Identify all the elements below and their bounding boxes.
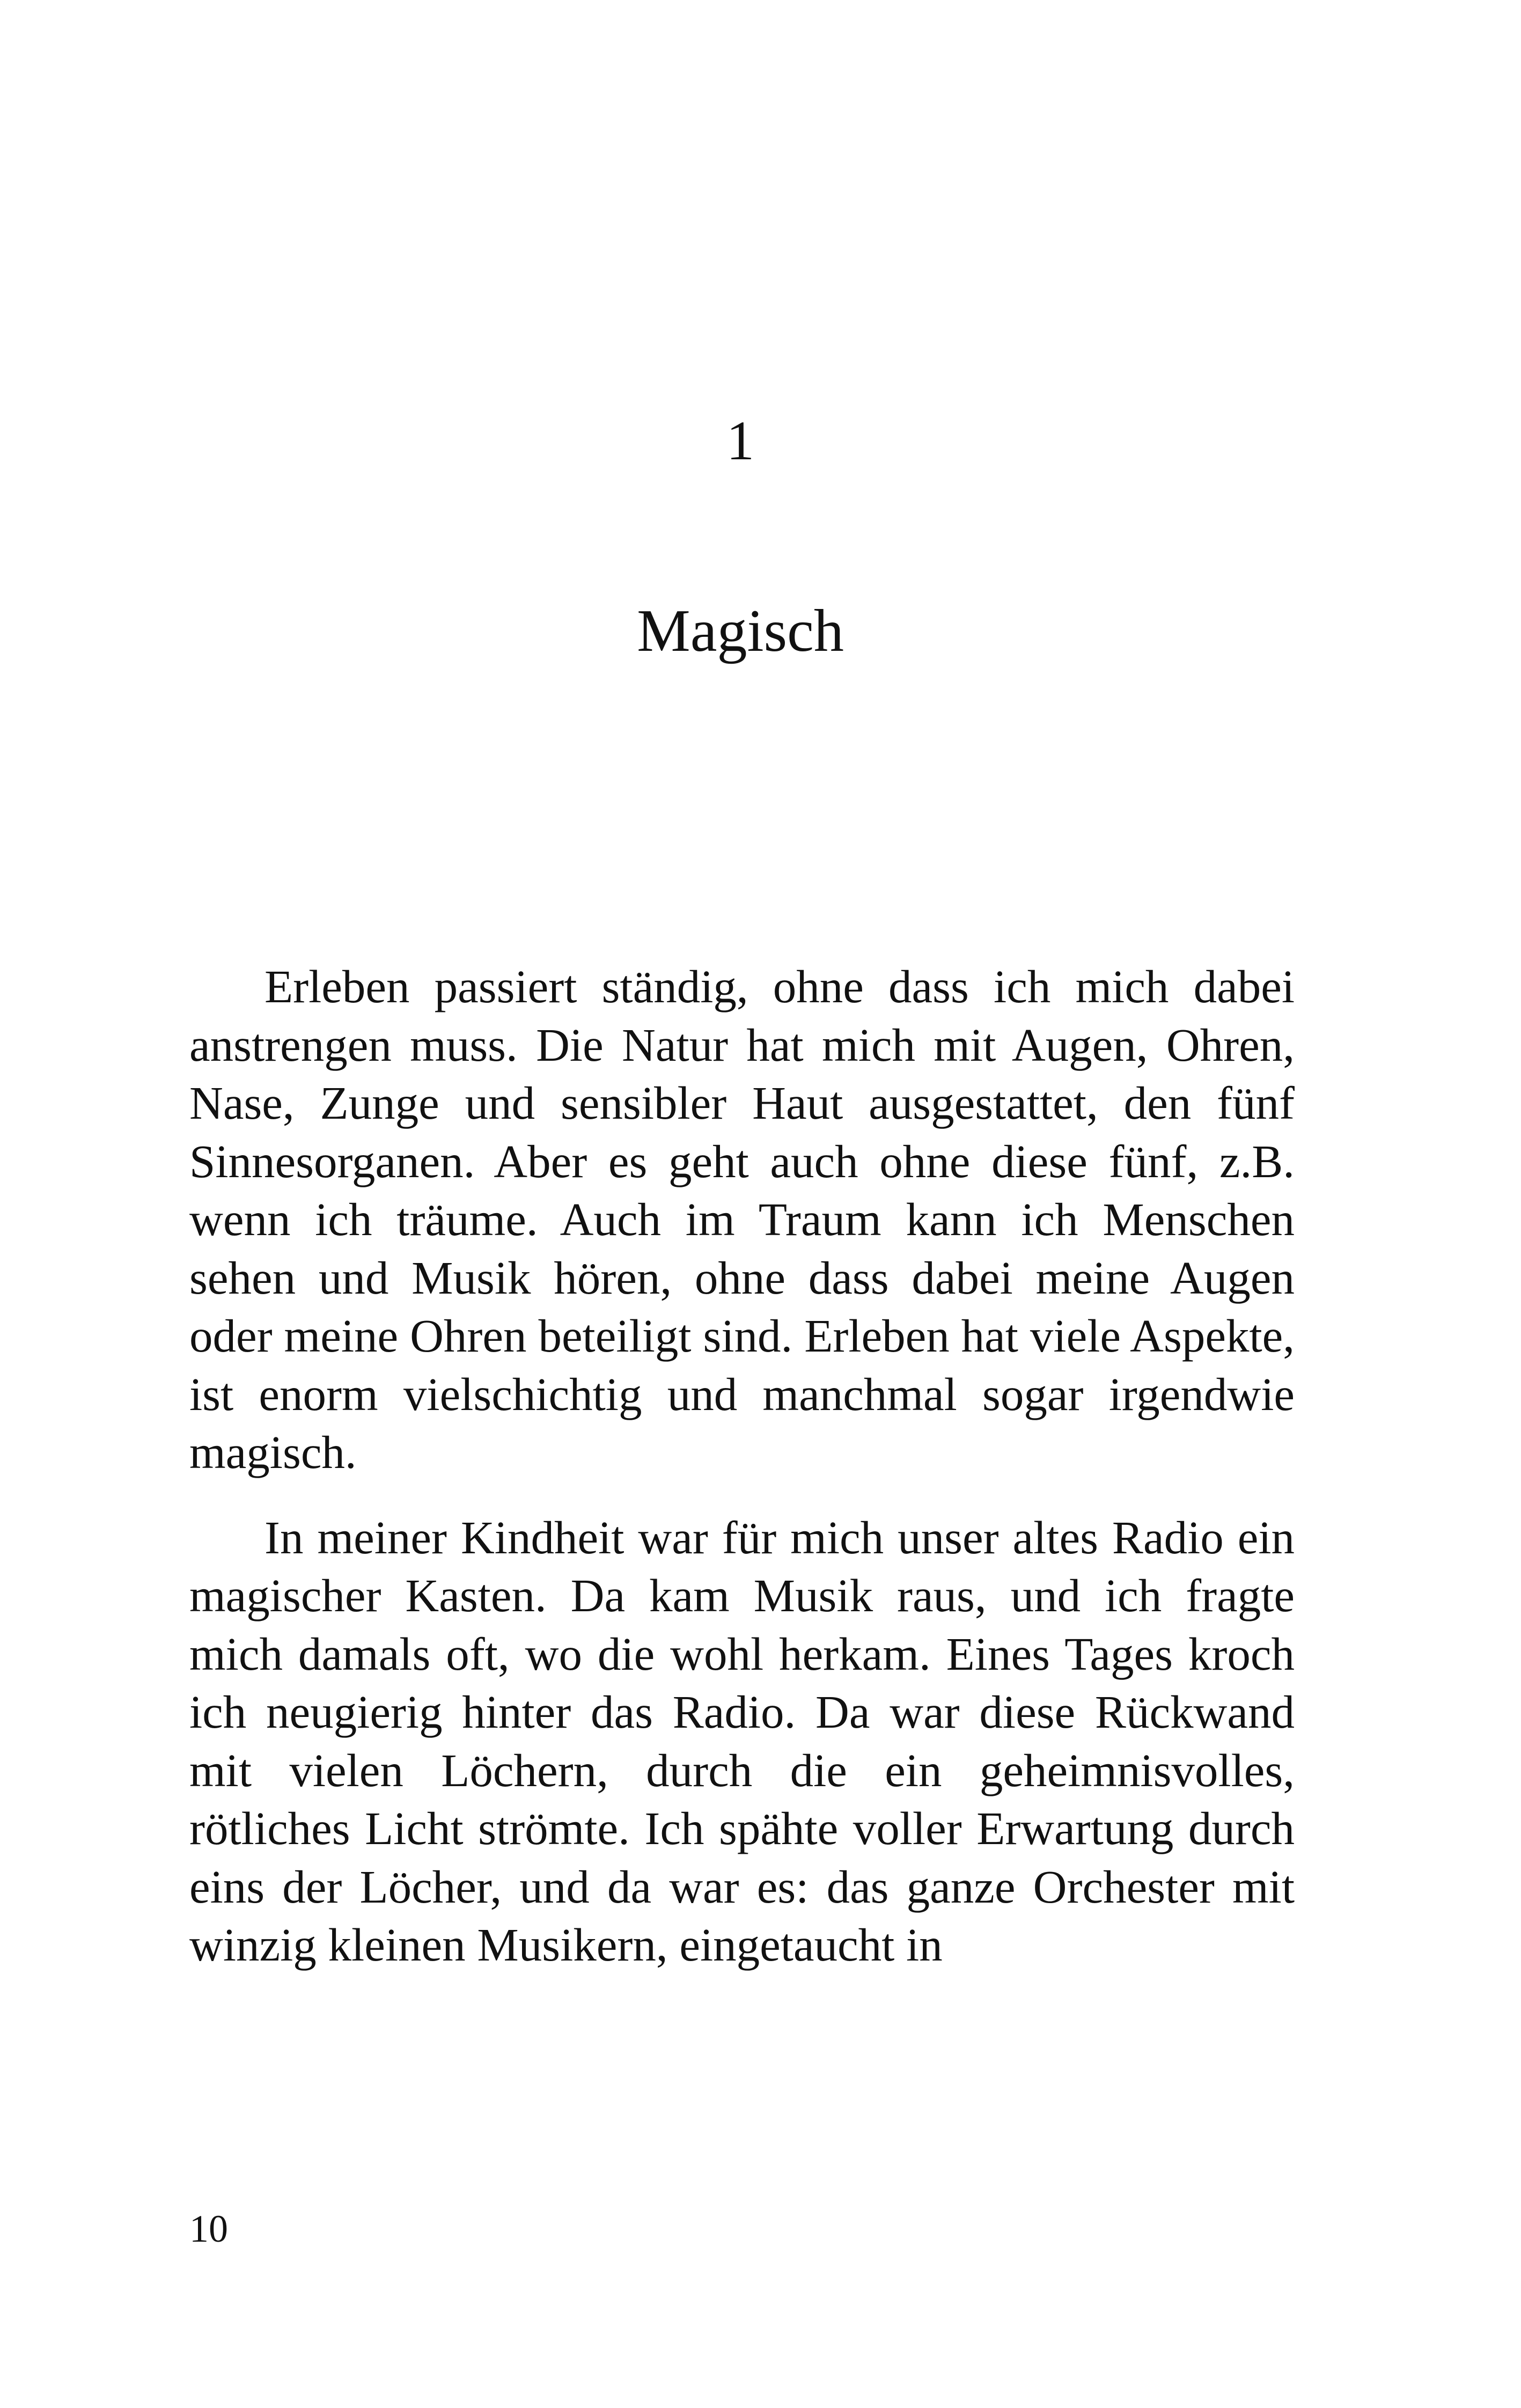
- paragraph-2: In meiner Kindheit war für mich unser altes Radio ein magischer Kasten. Da kam Musik raus, und ich fragte mich damals oft, wo die wohl herkam. Eines Tages kroch ich neugierig hinter das Radio. Da war diese Rückwand mit vielen Löchern, durch die ein geheimnisvolles, rötliches Licht strömte. Ich spähte voller Erwartung durch eins der Löcher, und da war es: das ganze Orchester mit winzig kleinen Musikern, eingetaucht in: [189, 1511, 1295, 1971]
- body-text: [189, 958, 1295, 1974]
- chapter-number: 1: [726, 410, 754, 472]
- chapter-title: Magisch: [637, 598, 844, 664]
- page-number: 10: [189, 2207, 228, 2250]
- paragraph-1: Erleben passiert ständig, ohne dass ich mich dabei anstrengen muss. Die Natur hat mich mit Augen, Ohren, Nase, Zunge und sensibler Haut ausgestattet, den fünf Sinnesorganen. Aber es geht auch ohne diese fünf, z.B. wenn ich träume. Auch im Traum kann ich Menschen sehen und Musik hören, ohne dass dabei meine Augen oder meine Ohren beteiligt sind. Erleben hat viele Aspekte, ist enorm vielschichtig und manchmal sogar irgendwie magisch.: [189, 960, 1295, 1478]
